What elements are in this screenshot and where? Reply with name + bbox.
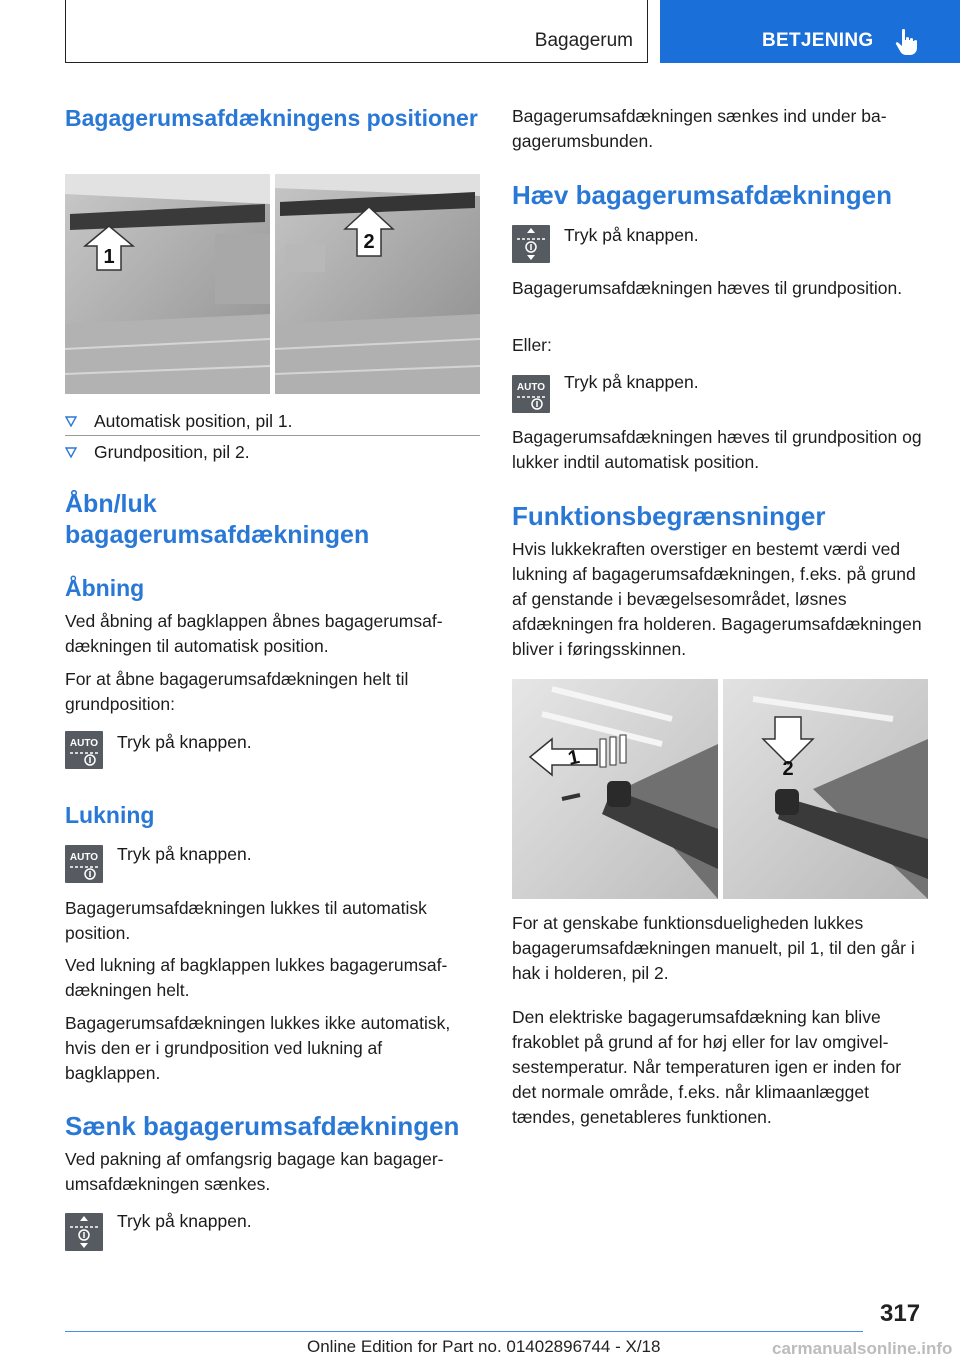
header-box [65,0,648,63]
paragraph-lower: Ved pakning af omfangsrig bagage kan bagagerumsafdækningen sænkes. [65,1149,444,1194]
press-button-text: Tryk på knappen. [117,1211,252,1231]
heading-opening: Åbning [65,575,145,601]
paragraph-opening-1: Ved åbning af bagklappen åbnes bagagerumsafdækningen til automatisk position. [65,611,443,656]
auto-icon-label: AUTO [516,382,546,393]
paragraph-electric: Den elektriske bagagerumsafdækning kan blive frakoblet på grund af for høj eller for lav omgivelsestemperatur. Når temperaturen igen er inden for det normale område, f.eks. når klimaanlægget tændes, genetableres funktionen. [512,1007,902,1127]
paragraph-lowered: Bagagerumsafdækningen sænkes ind under bagagerumsbunden. [512,106,887,151]
figure1-arrow-label-2: 2 [363,231,375,253]
header-chapter-tab [660,0,960,63]
footer-rule [65,1331,863,1332]
figure2-arrow-label-1: 1 [566,746,582,770]
lower-raise-button-icon [65,1213,103,1251]
page-number: 317 [880,1300,921,1327]
auto-icon-label: AUTO [69,852,99,863]
press-button-text: Tryk på knappen. [564,372,699,392]
heading-open-close: Åbn/luk bagagerumsafdækningen [65,490,370,549]
figure1-arrow-label-1: 1 [103,246,115,268]
watermark-text: carmanualsonline.info [772,1339,953,1358]
press-button-text: Tryk på knappen. [117,732,252,752]
holder-photo-1 [512,679,718,899]
paragraph-limits: Hvis lukkekraften overstiger en bestemt værdi ved lukning af bagagerumsafdækningen, f.eks. på grund af genstande i bevægelsesområdet, løsnes afdækningen fra holderen. Bagagerumsafdækningen bliver i føringsskinnen. [512,539,922,659]
figure2-arrow-label-2: 2 [782,758,794,780]
auto-button-icon [65,731,103,769]
holder-photo-2 [723,679,928,899]
heading-closing: Lukning [65,802,155,828]
footer-edition: Online Edition for Part no. 01402896744 - X/18 [307,1337,661,1356]
paragraph-closing-3: Bagagerumsafdækningen lukkes ikke automatisk, hvis den er i grundposition ved lukning af bagklappen. [65,1013,451,1083]
bullet-separator [65,435,480,436]
pointing-hand-icon [895,28,919,56]
trunk-photo-base [275,174,480,394]
bullet-text: Automatisk position, pil 1. [94,411,293,431]
bullet-automatic [65,409,292,434]
heading-limits: Funktionsbegrænsninger [512,501,826,531]
heading-lower: Sænk bagagerumsafdækningen [65,1111,460,1141]
paragraph-closing-1: Bagagerumsafdækningen lukkes til automatisk position. [65,898,427,943]
heading-raise: Hæv bagagerumsafdækningen [512,180,892,210]
paragraph-restore: For at genskabe funktionsdueligheden lukkes bagagerumsafdækningen manuelt, pil 1, til den går i hak i holderen, pil 2. [512,913,915,983]
paragraph-raise-1: Bagagerumsafdækningen hæves til grundposition. [512,278,903,298]
auto-button-icon [65,845,103,883]
or-text: Eller: [512,335,552,355]
trunk-photo-automatic [65,174,270,394]
bullet-triangle-icon [65,447,77,458]
auto-icon-label: AUTO [69,738,99,749]
bullet-base [65,440,250,465]
auto-button-icon [512,375,550,413]
lower-raise-button-icon [512,225,550,263]
header-section-title: Bagagerum [534,30,633,51]
heading-positions: Bagagerumsafdækningens positioner [65,105,478,131]
paragraph-opening-2: For at åbne bagagerumsafdækningen helt til grundposition: [65,669,409,714]
bullet-triangle-icon [65,416,77,427]
paragraph-closing-2: Ved lukning af bagklappen lukkes bagagerumsafdækningen helt. [65,955,448,1000]
press-button-text: Tryk på knappen. [117,844,252,864]
header-chapter-label: BETJENING [762,30,874,51]
bullet-text: Grundposition, pil 2. [94,442,250,462]
paragraph-raise-2: Bagagerumsafdækningen hæves til grundposition og lukker indtil automatisk position. [512,427,922,472]
press-button-text: Tryk på knappen. [564,225,699,245]
